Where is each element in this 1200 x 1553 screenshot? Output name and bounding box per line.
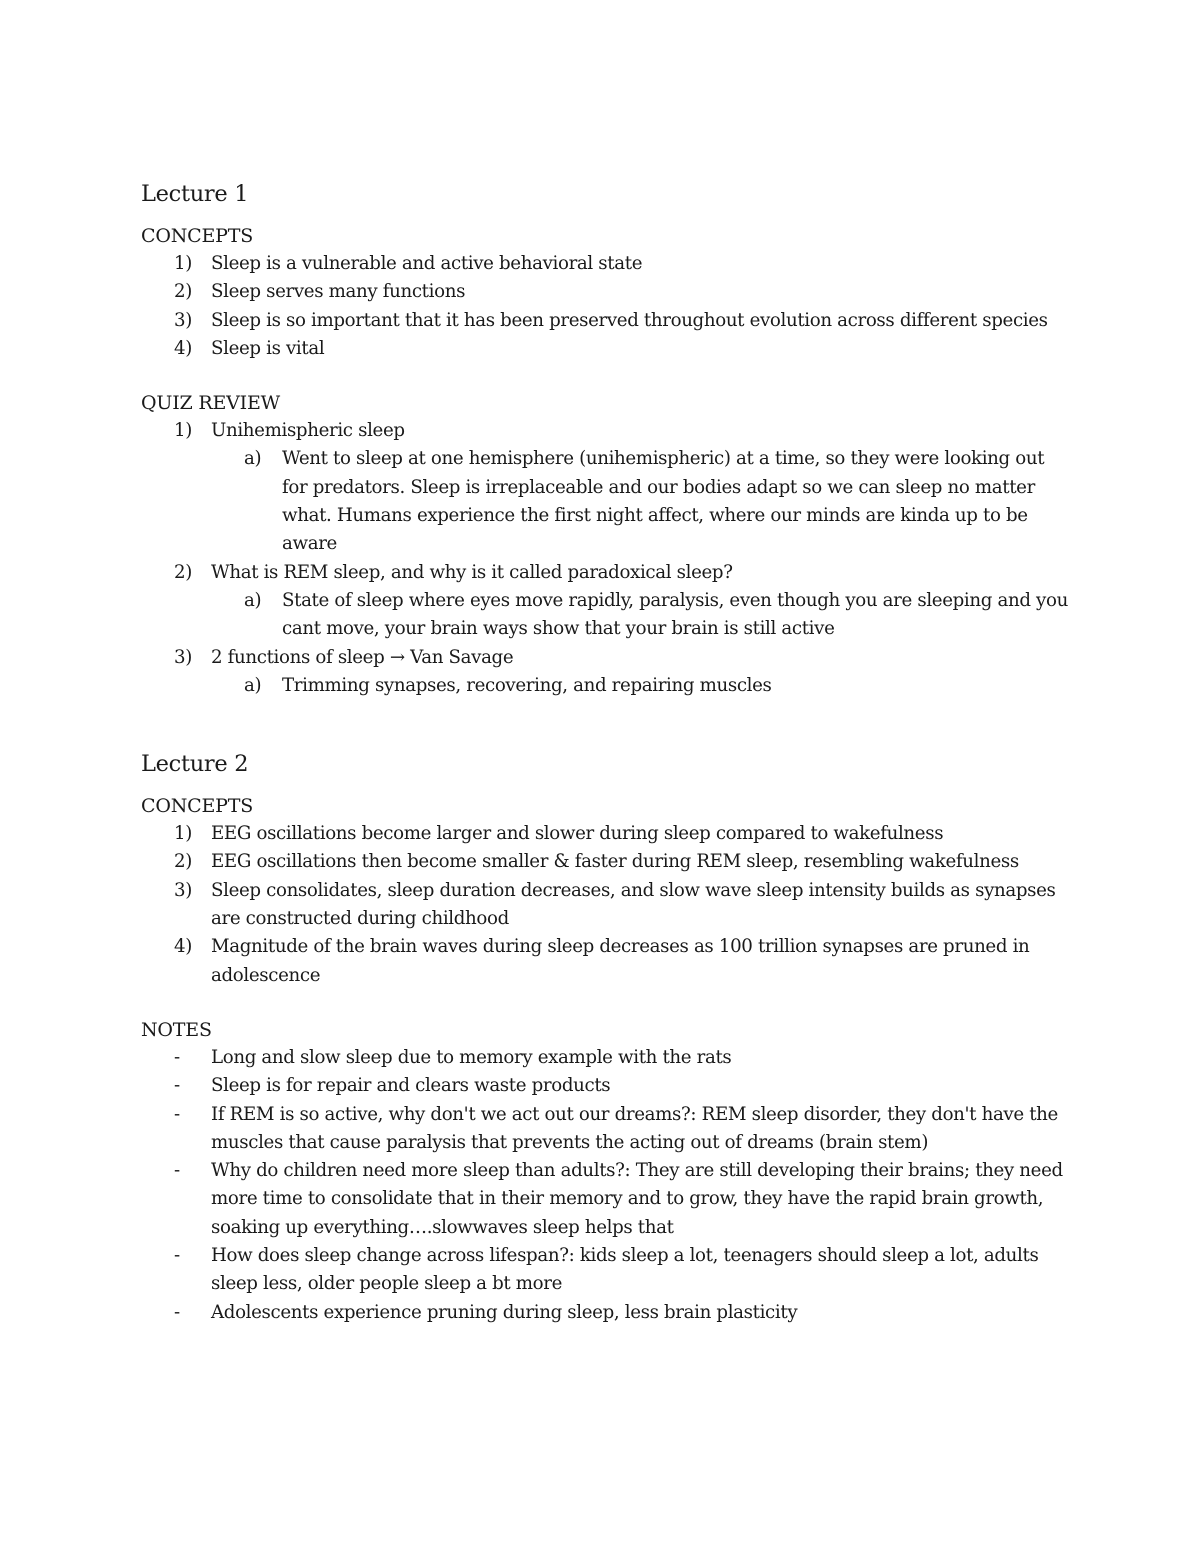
list-item-text: Magnitude of the brain waves during sleep decreases as 100 trillion synapses are pruned in adolescence	[211, 936, 1030, 986]
list-item-text: 2 functions of sleep → Van Savage	[211, 646, 514, 668]
list-marker: 2)	[174, 851, 192, 873]
quiz-review-heading: QUIZ REVIEW	[141, 392, 280, 415]
list-item-text: Sleep serves many functions	[211, 281, 466, 303]
list-item	[141, 1044, 1071, 1072]
list-item	[141, 848, 1071, 876]
dash-bullet: -	[174, 1075, 180, 1097]
list-item-text: How does sleep change across lifespan?: kids sleep a lot, teenagers should sleep a lot, adults sleep less, older people sleep a bt more	[211, 1245, 1039, 1295]
list-item	[141, 1101, 1071, 1158]
list-marker: 2)	[174, 561, 192, 583]
list-item	[141, 933, 1071, 990]
lecture-1-concepts-heading: CONCEPTS	[141, 225, 254, 247]
sub-list-marker: a)	[244, 589, 262, 611]
lecture-1-title: Lecture 1	[141, 181, 249, 207]
list-item	[141, 417, 1071, 445]
list-item-text: Long and slow sleep due to memory example with the rats	[211, 1046, 732, 1068]
list-marker: 3)	[174, 646, 192, 668]
list-item-text: If REM is so active, why don't we act out our dreams?: REM sleep disorder, they don't have the muscles that cause paralysis that prevents the acting out of dreams (brain stem)	[211, 1103, 1058, 1153]
list-item-text: Unihemispheric sleep	[211, 420, 405, 442]
document-page	[141, 178, 1071, 1327]
list-item	[141, 335, 1071, 363]
dash-bullet: -	[174, 1160, 180, 1182]
list-item	[141, 644, 1071, 672]
lecture-1-concepts-list	[141, 250, 1071, 363]
list-item	[141, 307, 1071, 335]
lecture-2-section	[141, 748, 1071, 1327]
list-item-text: Sleep is vital	[211, 337, 325, 359]
sub-list-marker: a)	[244, 674, 262, 696]
list-item	[141, 559, 1071, 587]
list-item-text: Sleep is so important that it has been preserved throughout evolution across different species	[211, 309, 1048, 331]
sub-list-item-text: State of sleep where eyes move rapidly, paralysis, even though you are sleeping and you cant move, your brain ways show that your brain is still active	[282, 589, 1068, 640]
list-item	[141, 820, 1071, 848]
list-item	[141, 1157, 1071, 1242]
dash-bullet: -	[174, 1301, 180, 1323]
sub-list-item	[211, 445, 1071, 558]
list-item-text: EEG oscillations then become smaller & faster during REM sleep, resembling wakefulness	[211, 851, 1019, 873]
sub-list-marker: a)	[244, 448, 262, 470]
quiz-review-list	[141, 417, 1071, 700]
list-item-text: What is REM sleep, and why is it called paradoxical sleep?	[211, 561, 733, 583]
list-item	[141, 250, 1071, 278]
list-marker: 3)	[174, 879, 192, 901]
list-item-text: Why do children need more sleep than adults?: They are still developing their brains; they need more time to consolidate that in their memory and to grow, they have the rapid brain growth, soaking up everything….slowwaves sleep helps that	[211, 1160, 1063, 1238]
dash-bullet: -	[174, 1103, 180, 1125]
list-item	[141, 1072, 1071, 1100]
dash-bullet: -	[174, 1245, 180, 1267]
list-marker: 1)	[174, 823, 192, 845]
list-item-text: Sleep is for repair and clears waste products	[211, 1075, 611, 1097]
list-item	[141, 877, 1071, 934]
sub-list-item	[211, 672, 1071, 700]
notes-heading: NOTES	[141, 1018, 212, 1041]
sub-list-item	[211, 587, 1071, 644]
list-item	[141, 1299, 1071, 1327]
list-item-text: Sleep consolidates, sleep duration decreases, and slow wave sleep intensity builds as synapses are constructed during childhood	[211, 879, 1056, 930]
list-item-text: EEG oscillations become larger and slower during sleep compared to wakefulness	[211, 823, 944, 845]
list-marker: 4)	[174, 936, 192, 958]
sub-list-item-text: Trimming synapses, recovering, and repairing muscles	[282, 674, 772, 696]
list-marker: 3)	[174, 309, 192, 331]
notes-list	[141, 1044, 1071, 1327]
sub-list-item-text: Went to sleep at one hemisphere (unihemispheric) at a time, so they were looking out for predators. Sleep is irreplaceable and our bodies adapt so we can sleep no matter what. Humans experience the first night affect, where our minds are kinda up to be aware	[282, 448, 1045, 555]
list-marker: 4)	[174, 337, 192, 359]
list-item-text: Sleep is a vulnerable and active behavioral state	[211, 253, 643, 274]
list-item	[141, 278, 1071, 306]
list-item-text: Adolescents experience pruning during sleep, less brain plasticity	[211, 1301, 798, 1323]
list-marker: 2)	[174, 281, 192, 303]
list-marker: 1)	[174, 420, 192, 442]
dash-bullet: -	[174, 1046, 180, 1068]
list-item	[141, 1242, 1071, 1299]
lecture-2-concepts-heading: CONCEPTS	[141, 795, 254, 818]
lecture-2-title: Lecture 2	[141, 751, 249, 778]
lecture-1-section	[141, 178, 1071, 700]
lecture-2-concepts-list	[141, 820, 1071, 990]
list-marker: 1)	[174, 253, 192, 274]
